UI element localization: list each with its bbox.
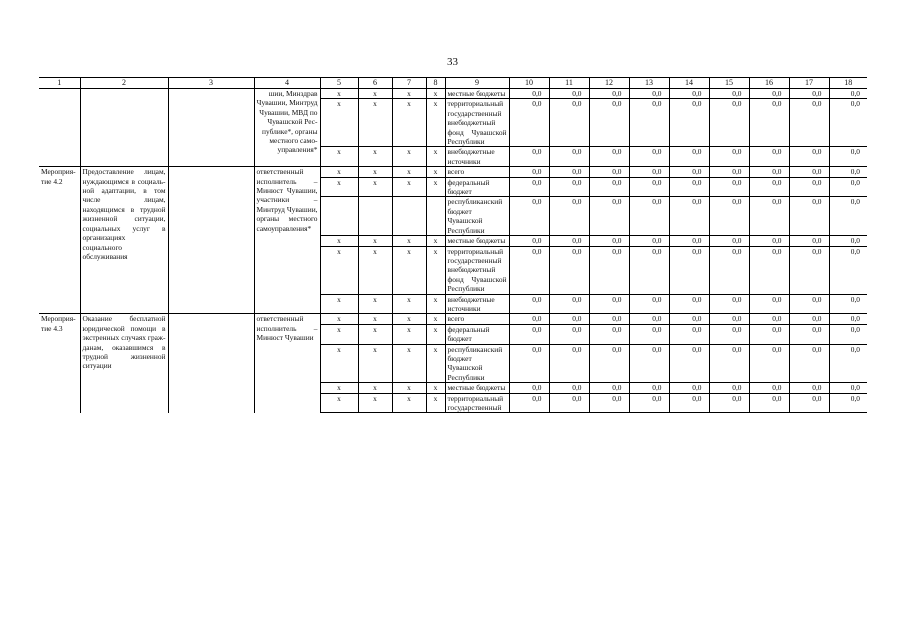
value-cell: 0,0: [789, 197, 829, 236]
col-header: 6: [358, 78, 392, 89]
col-header: 15: [709, 78, 749, 89]
empty-cell: [168, 167, 254, 314]
value-cell: 0,0: [749, 383, 789, 393]
value-cell: 0,0: [509, 383, 549, 393]
value-cell: 0,0: [709, 294, 749, 314]
mark-cell: х: [392, 393, 426, 413]
value-cell: 0,0: [669, 294, 709, 314]
mark-cell: х: [426, 383, 445, 393]
value-cell: 0,0: [709, 314, 749, 324]
mark-cell: х: [426, 294, 445, 314]
funding-source: республиканский бюджет Чувашской Республики: [445, 344, 509, 383]
value-cell: 0,0: [749, 393, 789, 413]
value-cell: 0,0: [629, 99, 669, 147]
value-cell: 0,0: [629, 294, 669, 314]
value-cell: 0,0: [629, 197, 669, 236]
col-header: 3: [168, 78, 254, 89]
mark-cell: х: [320, 393, 358, 413]
value-cell: 0,0: [669, 89, 709, 99]
value-cell: 0,0: [589, 324, 629, 344]
funding-source: территориальный государственный: [445, 393, 509, 413]
value-cell: 0,0: [549, 294, 589, 314]
mark-cell: х: [426, 393, 445, 413]
value-cell: 0,0: [669, 324, 709, 344]
mark-cell: х: [320, 99, 358, 147]
mark-cell: х: [392, 344, 426, 383]
value-cell: 0,0: [749, 246, 789, 294]
value-cell: 0,0: [829, 89, 867, 99]
value-cell: 0,0: [589, 294, 629, 314]
value-cell: 0,0: [829, 294, 867, 314]
col-header: 16: [749, 78, 789, 89]
value-cell: 0,0: [509, 344, 549, 383]
value-cell: 0,0: [789, 177, 829, 197]
value-cell: 0,0: [629, 246, 669, 294]
value-cell: 0,0: [749, 89, 789, 99]
column-number-row: [39, 78, 867, 89]
value-cell: 0,0: [829, 177, 867, 197]
funding-source: федеральный бюджет: [445, 177, 509, 197]
value-cell: 0,0: [629, 236, 669, 246]
mark-cell: х: [358, 344, 392, 383]
value-cell: 0,0: [629, 314, 669, 324]
value-cell: 0,0: [709, 167, 749, 177]
value-cell: 0,0: [669, 147, 709, 167]
value-cell: 0,0: [509, 99, 549, 147]
value-cell: 0,0: [829, 314, 867, 324]
value-cell: 0,0: [669, 236, 709, 246]
value-cell: 0,0: [829, 236, 867, 246]
value-cell: 0,0: [709, 393, 749, 413]
funding-source: внебюджетные источники: [445, 294, 509, 314]
value-cell: 0,0: [509, 167, 549, 177]
value-cell: 0,0: [509, 294, 549, 314]
value-cell: 0,0: [789, 246, 829, 294]
value-cell: 0,0: [629, 344, 669, 383]
col-header: 13: [629, 78, 669, 89]
value-cell: 0,0: [829, 324, 867, 344]
mark-cell: х: [358, 324, 392, 344]
funding-source: территориальный государственный внебюджетный фонд Чувашской Республики: [445, 246, 509, 294]
executors-cell: ответственный исполнитель – Минюст Чувашии: [254, 314, 320, 413]
mark-cell: х: [358, 383, 392, 393]
value-cell: 0,0: [829, 393, 867, 413]
value-cell: 0,0: [789, 324, 829, 344]
mark-cell: х: [320, 167, 358, 177]
mark-cell: х: [358, 177, 392, 197]
value-cell: 0,0: [629, 177, 669, 197]
value-cell: 0,0: [589, 197, 629, 236]
mark-cell: х: [320, 246, 358, 294]
value-cell: 0,0: [549, 197, 589, 236]
value-cell: 0,0: [789, 236, 829, 246]
mark-cell: х: [426, 99, 445, 147]
mark-cell: х: [392, 294, 426, 314]
funding-source: местные бюджеты: [445, 89, 509, 99]
value-cell: 0,0: [829, 167, 867, 177]
mark-cell: х: [320, 383, 358, 393]
value-cell: 0,0: [509, 197, 549, 236]
value-cell: 0,0: [629, 393, 669, 413]
measure-description: Оказание бесплатной юридической помощи в экстренных случаях гражданам, оказавшимся в трудной жизненной ситуации: [80, 314, 168, 413]
value-cell: 0,0: [549, 344, 589, 383]
mark-cell: х: [392, 236, 426, 246]
value-cell: 0,0: [589, 99, 629, 147]
value-cell: 0,0: [749, 236, 789, 246]
value-cell: 0,0: [509, 177, 549, 197]
value-cell: 0,0: [709, 89, 749, 99]
value-cell: 0,0: [709, 177, 749, 197]
value-cell: 0,0: [629, 167, 669, 177]
executors-cell: шии, Минздрав Чувашии, Минтруд Чувашии, МВД по Чувашской Республике*, органы местного самоуправления*: [254, 89, 320, 167]
mark-cell: х: [358, 147, 392, 167]
value-cell: 0,0: [709, 147, 749, 167]
mark-cell: х: [358, 393, 392, 413]
col-header: 5: [320, 78, 358, 89]
mark-cell: х: [426, 344, 445, 383]
mark-cell: х: [320, 177, 358, 197]
value-cell: 0,0: [509, 89, 549, 99]
value-cell: 0,0: [549, 236, 589, 246]
value-cell: 0,0: [669, 177, 709, 197]
page-number: 33: [447, 56, 458, 68]
mark-cell: х: [426, 177, 445, 197]
mark-cell: х: [426, 147, 445, 167]
value-cell: 0,0: [789, 99, 829, 147]
mark-cell: х: [392, 99, 426, 147]
value-cell: 0,0: [549, 324, 589, 344]
value-cell: 0,0: [549, 314, 589, 324]
mark-cell: х: [392, 383, 426, 393]
value-cell: 0,0: [669, 99, 709, 147]
executors-cell: ответственный исполнитель – Минюст Чувашии, участники – Минтруд Чувашии, органы местного самоуправления*: [254, 167, 320, 314]
mark-cell: х: [320, 344, 358, 383]
mark-cell: х: [392, 314, 426, 324]
value-cell: 0,0: [549, 383, 589, 393]
col-header: 9: [445, 78, 509, 89]
measure-cell: Мероприятие 4.2: [39, 167, 80, 314]
col-header: 18: [829, 78, 867, 89]
value-cell: 0,0: [749, 147, 789, 167]
value-cell: 0,0: [589, 246, 629, 294]
col-header: 2: [80, 78, 168, 89]
mark-cell: х: [392, 177, 426, 197]
value-cell: 0,0: [589, 383, 629, 393]
value-cell: 0,0: [589, 236, 629, 246]
mark-cell: х: [426, 314, 445, 324]
value-cell: 0,0: [509, 393, 549, 413]
mark-cell: х: [320, 236, 358, 246]
value-cell: 0,0: [789, 294, 829, 314]
value-cell: 0,0: [629, 324, 669, 344]
value-cell: 0,0: [549, 393, 589, 413]
value-cell: 0,0: [749, 197, 789, 236]
mark-cell: х: [426, 89, 445, 99]
col-header: 1: [39, 78, 80, 89]
value-cell: 0,0: [749, 344, 789, 383]
mark-cell: [358, 197, 392, 236]
mark-cell: х: [358, 314, 392, 324]
value-cell: 0,0: [669, 246, 709, 294]
funding-source: всего: [445, 314, 509, 324]
funding-source: внебюджетные источники: [445, 147, 509, 167]
value-cell: 0,0: [589, 167, 629, 177]
value-cell: 0,0: [589, 89, 629, 99]
mark-cell: х: [426, 236, 445, 246]
value-cell: 0,0: [709, 324, 749, 344]
value-cell: 0,0: [549, 99, 589, 147]
value-cell: 0,0: [789, 314, 829, 324]
value-cell: 0,0: [749, 294, 789, 314]
value-cell: 0,0: [789, 167, 829, 177]
table-row: [39, 89, 867, 99]
empty-cell: [168, 89, 254, 167]
value-cell: 0,0: [589, 177, 629, 197]
value-cell: 0,0: [629, 147, 669, 167]
measure-cell: [39, 89, 80, 167]
mark-cell: х: [358, 167, 392, 177]
funding-source: местные бюджеты: [445, 236, 509, 246]
value-cell: 0,0: [789, 383, 829, 393]
col-header: 7: [392, 78, 426, 89]
value-cell: 0,0: [589, 314, 629, 324]
measure-cell: Мероприятие 4.3: [39, 314, 80, 413]
mark-cell: х: [358, 294, 392, 314]
value-cell: 0,0: [509, 324, 549, 344]
value-cell: 0,0: [509, 236, 549, 246]
value-cell: 0,0: [589, 344, 629, 383]
mark-cell: х: [358, 89, 392, 99]
value-cell: 0,0: [789, 89, 829, 99]
value-cell: 0,0: [509, 147, 549, 167]
value-cell: 0,0: [709, 236, 749, 246]
measure-description: [80, 89, 168, 167]
mark-cell: х: [392, 167, 426, 177]
col-header: 10: [509, 78, 549, 89]
mark-cell: х: [392, 324, 426, 344]
value-cell: 0,0: [709, 383, 749, 393]
col-header: 11: [549, 78, 589, 89]
measure-description: Предоставление лицам, нуждающимся в социальной адаптации, в том числе лицам, находящимся в трудной жизненной ситуации, социальных услуг в организациях социального обслуживания: [80, 167, 168, 314]
col-header: 4: [254, 78, 320, 89]
value-cell: 0,0: [709, 246, 749, 294]
mark-cell: х: [426, 324, 445, 344]
value-cell: 0,0: [749, 314, 789, 324]
mark-cell: х: [426, 246, 445, 294]
value-cell: 0,0: [669, 197, 709, 236]
value-cell: 0,0: [829, 383, 867, 393]
mark-cell: х: [320, 314, 358, 324]
value-cell: 0,0: [789, 147, 829, 167]
value-cell: 0,0: [629, 89, 669, 99]
mark-cell: х: [392, 147, 426, 167]
value-cell: 0,0: [549, 246, 589, 294]
mark-cell: [426, 197, 445, 236]
financing-table: [39, 77, 867, 413]
mark-cell: х: [426, 167, 445, 177]
value-cell: 0,0: [509, 246, 549, 294]
value-cell: 0,0: [709, 197, 749, 236]
value-cell: 0,0: [589, 393, 629, 413]
funding-source: местные бюджеты: [445, 383, 509, 393]
value-cell: 0,0: [829, 197, 867, 236]
value-cell: 0,0: [589, 147, 629, 167]
value-cell: 0,0: [829, 246, 867, 294]
table-row: [39, 314, 867, 324]
col-header: 14: [669, 78, 709, 89]
mark-cell: х: [320, 324, 358, 344]
mark-cell: х: [320, 147, 358, 167]
col-header: 12: [589, 78, 629, 89]
value-cell: 0,0: [749, 177, 789, 197]
value-cell: 0,0: [549, 167, 589, 177]
value-cell: 0,0: [749, 324, 789, 344]
mark-cell: х: [392, 89, 426, 99]
value-cell: 0,0: [789, 344, 829, 383]
value-cell: 0,0: [829, 344, 867, 383]
funding-source: территориальный государственный внебюджетный фонд Чувашской Республики: [445, 99, 509, 147]
funding-source: республиканский бюджет Чувашской Республики: [445, 197, 509, 236]
value-cell: 0,0: [709, 99, 749, 147]
mark-cell: [320, 197, 358, 236]
col-header: 8: [426, 78, 445, 89]
mark-cell: х: [320, 89, 358, 99]
value-cell: 0,0: [789, 393, 829, 413]
table-row: [39, 167, 867, 177]
mark-cell: х: [320, 294, 358, 314]
value-cell: 0,0: [629, 383, 669, 393]
mark-cell: [392, 197, 426, 236]
funding-source: всего: [445, 167, 509, 177]
empty-cell: [168, 314, 254, 413]
value-cell: 0,0: [549, 177, 589, 197]
col-header: 17: [789, 78, 829, 89]
mark-cell: х: [358, 246, 392, 294]
value-cell: 0,0: [669, 314, 709, 324]
value-cell: 0,0: [709, 344, 749, 383]
value-cell: 0,0: [749, 167, 789, 177]
funding-source: федеральный бюджет: [445, 324, 509, 344]
value-cell: 0,0: [749, 99, 789, 147]
mark-cell: х: [358, 236, 392, 246]
value-cell: 0,0: [549, 89, 589, 99]
value-cell: 0,0: [549, 147, 589, 167]
value-cell: 0,0: [829, 147, 867, 167]
value-cell: 0,0: [829, 99, 867, 147]
mark-cell: х: [358, 99, 392, 147]
value-cell: 0,0: [669, 393, 709, 413]
value-cell: 0,0: [669, 383, 709, 393]
mark-cell: х: [392, 246, 426, 294]
value-cell: 0,0: [669, 167, 709, 177]
value-cell: 0,0: [669, 344, 709, 383]
value-cell: 0,0: [509, 314, 549, 324]
